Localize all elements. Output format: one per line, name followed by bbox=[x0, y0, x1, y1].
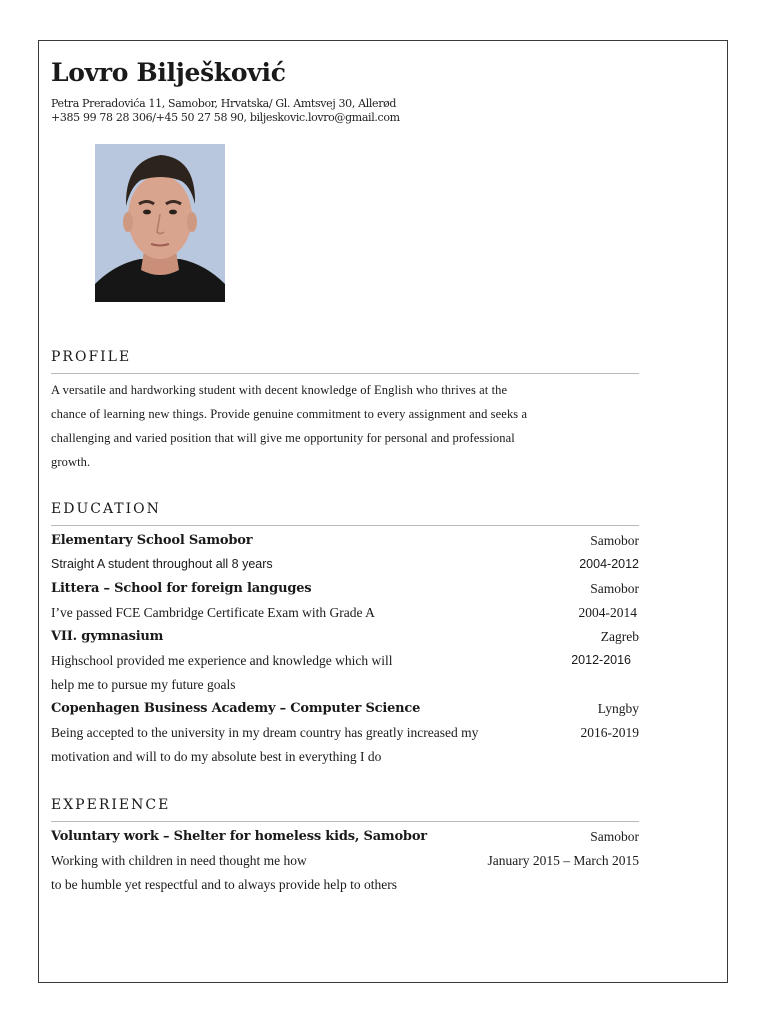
portrait-image bbox=[95, 144, 225, 302]
school-location: Lyngby bbox=[597, 701, 639, 716]
phone-email-line: +385 99 78 28 306/+45 50 27 58 90, biljeskovic.lovro@gmail.com bbox=[51, 111, 400, 124]
education-entry-title bbox=[51, 629, 639, 653]
school-location: Samobor bbox=[590, 533, 639, 548]
profile-line: growth. bbox=[51, 455, 91, 469]
education-description: Straight A student throughout all 8 years bbox=[51, 557, 273, 571]
experience-entry-detail-continued bbox=[51, 877, 639, 901]
experience-divider bbox=[51, 821, 639, 822]
education-description: Highschool provided me experience and knowledge which will bbox=[51, 653, 393, 668]
candidate-name: Lovro Bilješković bbox=[51, 58, 286, 87]
profile-heading: PROFILE bbox=[51, 349, 132, 365]
experience-description: Working with children in need thought me how bbox=[51, 853, 307, 868]
education-dates: 2004-2012 bbox=[579, 557, 639, 571]
experience-heading: EXPERIENCE bbox=[51, 797, 171, 813]
education-entry-detail bbox=[51, 725, 639, 749]
education-entry-detail bbox=[51, 557, 639, 581]
profile-summary bbox=[51, 378, 641, 474]
education-entry-title bbox=[51, 701, 639, 725]
school-name: VII. gymnasium bbox=[51, 629, 164, 644]
education-dates: 2012-2016 bbox=[571, 653, 631, 667]
education-entry-title bbox=[51, 581, 639, 605]
education-entry-detail bbox=[51, 605, 639, 629]
experience-entry-title bbox=[51, 829, 639, 853]
profile-line: A versatile and hardworking student with decent knowledge of English who thrives at the bbox=[51, 383, 508, 397]
profile-photo bbox=[95, 144, 225, 302]
address-line: Petra Preradovića 11, Samobor, Hrvatska/ Gl. Amtsvej 30, Allerød bbox=[51, 97, 397, 110]
education-description: I’ve passed FCE Cambridge Certificate Exam with Grade A bbox=[51, 605, 375, 620]
school-location: Zagreb bbox=[600, 629, 639, 644]
experience-description-continued: to be humble yet respectful and to always provide help to others bbox=[51, 877, 398, 892]
education-dates: 2004-2014 bbox=[578, 605, 637, 620]
education-entry-detail-continued bbox=[51, 749, 639, 773]
school-name: Copenhagen Business Academy – Computer Science bbox=[51, 701, 421, 716]
experience-entry-detail bbox=[51, 853, 639, 877]
experience-location: Samobor bbox=[590, 829, 639, 844]
education-entry-title bbox=[51, 533, 639, 557]
education-divider bbox=[51, 525, 639, 526]
school-name: Elementary School Samobor bbox=[51, 533, 253, 548]
school-location: Samobor bbox=[590, 581, 639, 596]
contact-info bbox=[51, 97, 400, 125]
education-description-continued: help me to pursue my future goals bbox=[51, 677, 236, 692]
education-entry-detail-continued bbox=[51, 677, 639, 701]
education-description: Being accepted to the university in my dream country has greatly increased my bbox=[51, 725, 479, 740]
profile-line: challenging and varied position that will give me opportunity for personal and professional bbox=[51, 431, 515, 445]
school-name: Littera – School for foreign languges bbox=[51, 581, 312, 596]
experience-role: Voluntary work – Shelter for homeless kids, Samobor bbox=[51, 829, 427, 844]
profile-divider bbox=[51, 373, 639, 374]
education-dates: 2016-2019 bbox=[580, 725, 639, 740]
education-entry-detail bbox=[51, 653, 639, 677]
education-heading: EDUCATION bbox=[51, 501, 161, 517]
profile-line: chance of learning new things. Provide genuine commitment to every assignment and seeks a bbox=[51, 407, 528, 421]
education-description-continued: motivation and will to do my absolute best in everything I do bbox=[51, 749, 382, 764]
experience-dates: January 2015 – March 2015 bbox=[487, 853, 639, 868]
